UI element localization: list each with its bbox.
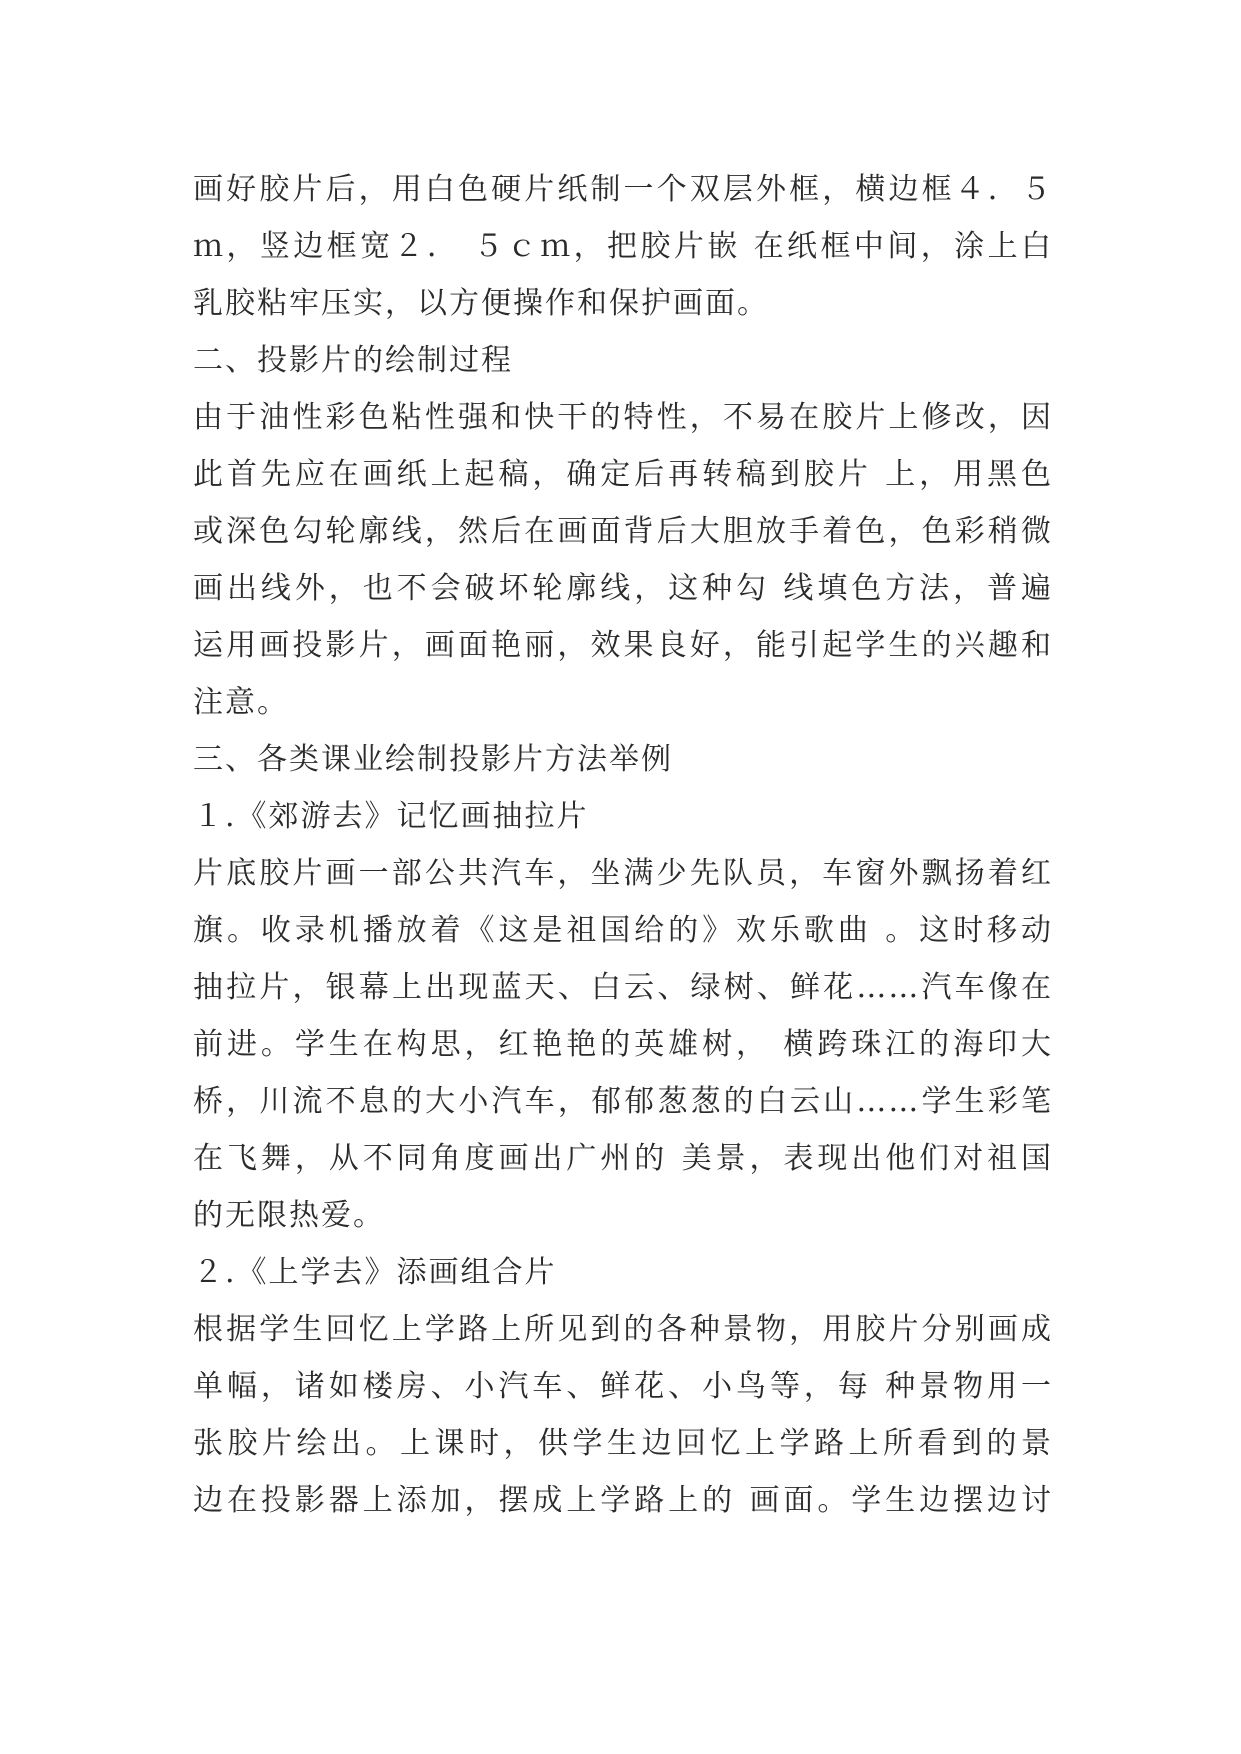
text-line: 二、投影片的绘制过程	[193, 343, 513, 378]
text-line: 的无限热爱。	[193, 1198, 385, 1233]
text-line: 注意。	[193, 685, 289, 720]
text-line: 片底胶片画一部公共汽车，坐满少先队员，车窗外飘扬着红	[193, 856, 1053, 891]
text-line: ｍ，竖边框宽２． ５ｃｍ，把胶片嵌 在纸框中间，涂上白	[193, 229, 1053, 264]
text-line: ２.《上学去》添画组合片	[193, 1255, 557, 1290]
text-line: 画好胶片后，用白色硬片纸制一个双层外框，横边框４．５	[193, 172, 1053, 207]
text-line: 或深色勾轮廓线，然后在画面背后大胆放手着色，色彩稍微	[193, 514, 1053, 549]
text-line: 此首先应在画纸上起稿，确定后再转稿到胶片 上，用黑色	[193, 457, 1053, 492]
document-body	[193, 161, 1053, 1529]
text-line: 抽拉片，银幕上出现蓝天、白云、绿树、鲜花……汽车像在	[193, 970, 1053, 1005]
text-line: 前进。学生在构思，红艳艳的英雄树， 横跨珠江的海印大	[193, 1027, 1053, 1062]
text-line: 根据学生回忆上学路上所见到的各种景物，用胶片分别画成	[193, 1312, 1053, 1347]
text-line: 乳胶粘牢压实，以方便操作和保护画面。	[193, 286, 769, 321]
text-line: 在飞舞，从不同角度画出广州的 美景，表现出他们对祖国	[193, 1141, 1053, 1176]
text-line: 画出线外，也不会破坏轮廓线，这种勾 线填色方法，普遍	[193, 571, 1053, 606]
text-line: １.《郊游去》记忆画抽拉片	[193, 799, 589, 834]
text-line: 桥，川流不息的大小汽车，郁郁葱葱的白云山……学生彩笔	[193, 1084, 1053, 1119]
text-line: 张胶片绘出。上课时，供学生边回忆上学路上所看到的景	[193, 1426, 1053, 1461]
text-line: 运用画投影片，画面艳丽，效果良好，能引起学生的兴趣和	[193, 628, 1053, 663]
text-line: 旗。收录机播放着《这是祖国给的》欢乐歌曲 。这时移动	[193, 913, 1053, 948]
text-line: 三、各类课业绘制投影片方法举例	[193, 742, 673, 777]
text-line: 边在投影器上添加，摆成上学路上的 画面。学生边摆边讨	[193, 1483, 1053, 1518]
text-line: 单幅，诸如楼房、小汽车、鲜花、小鸟等，每 种景物用一	[193, 1369, 1053, 1404]
text-line: 由于油性彩色粘性强和快干的特性，不易在胶片上修改，因	[193, 400, 1053, 435]
